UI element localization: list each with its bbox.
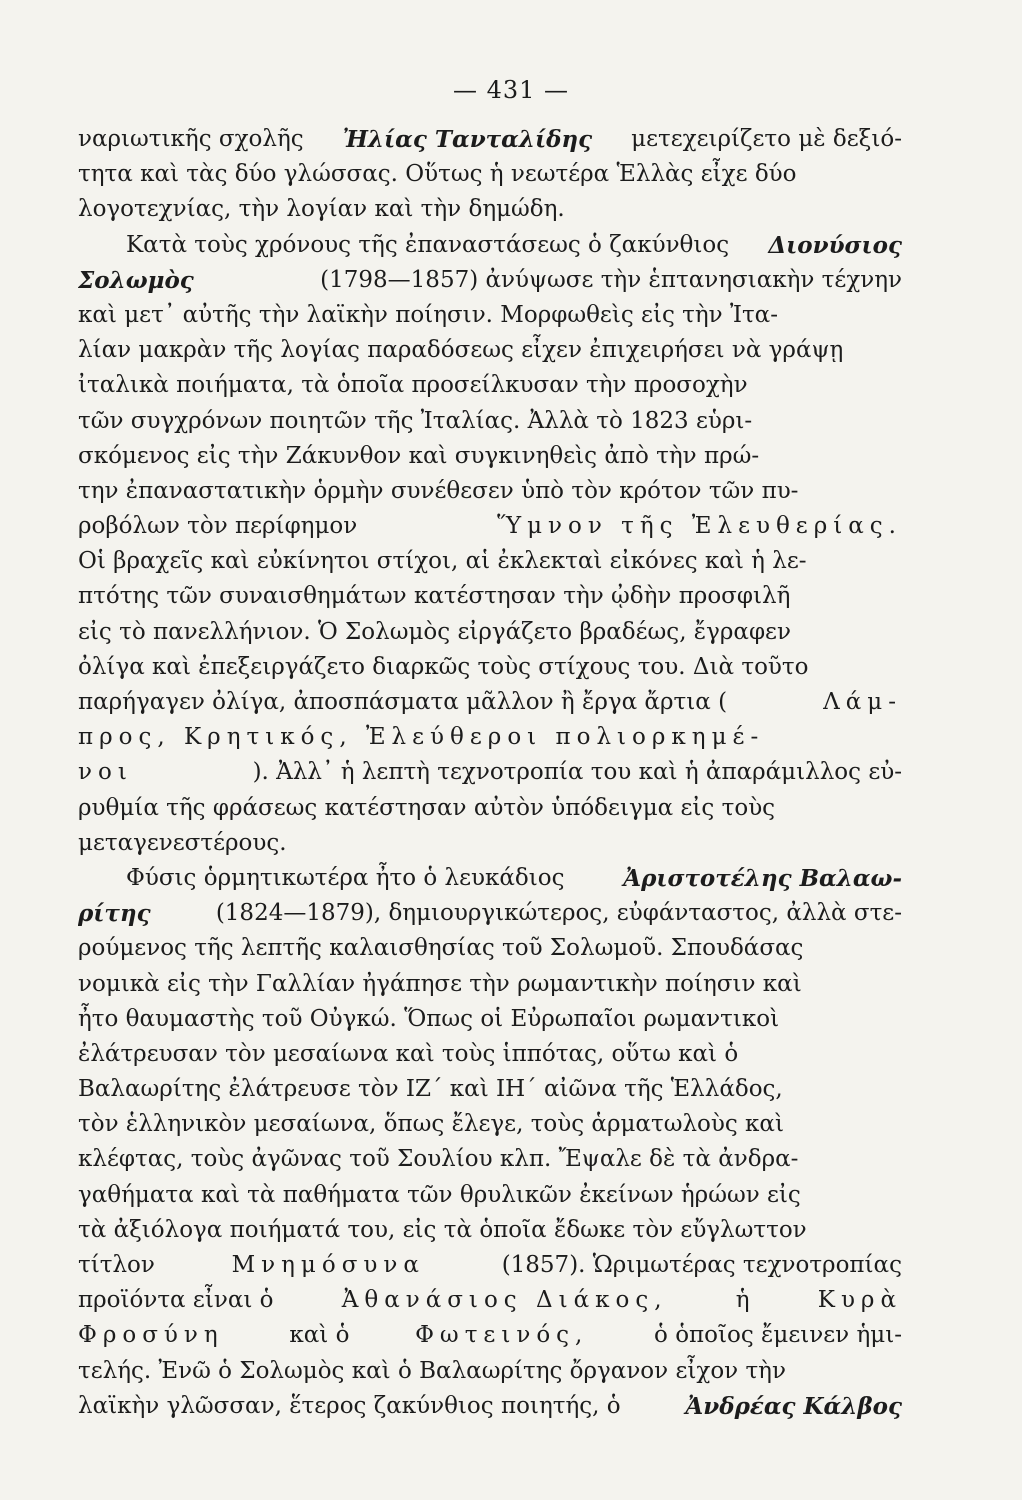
text-line — [78, 685, 902, 720]
text-line — [78, 404, 902, 439]
text-segment: (1798—1857) ἀνύψωσε τὴν ἑπτανησιακὴν τέχνην — [320, 266, 902, 293]
text-line — [78, 1107, 902, 1142]
text-line — [78, 192, 902, 227]
text-line — [78, 1354, 902, 1389]
text-line — [78, 1283, 902, 1318]
spaced-title: Ἀθανάσιος Διάκος, — [341, 1287, 668, 1314]
text-segment: νομικὰ εἰς τὴν Γαλλίαν ἠγάπησε τὴν ρωμαντικὴν ποίησιν καὶ — [78, 970, 802, 997]
bold-name: Ἠλίας Τανταλίδης — [342, 126, 593, 153]
body-text — [78, 122, 902, 1424]
text-line — [78, 509, 902, 544]
text-segment: Κατὰ τοὺς χρόνους τῆς ἐπαναστάσεως ὁ ζακύνθιος — [126, 231, 730, 258]
spaced-title: προς, Κρητικός, Ἐλεύθεροι πολιορκημέ- — [78, 724, 765, 751]
spaced-title: Μνημόσυνα — [231, 1252, 425, 1278]
text-line — [78, 579, 902, 614]
spaced-title: Φωτεινός, — [415, 1322, 589, 1349]
text-segment: ἐλάτρευσαν τὸν μεσαίωνα καὶ τοὺς ἱππότας, οὕτω καὶ ὁ — [78, 1040, 739, 1067]
text-segment: μετεχειρίζετο μὲ δεξιό- — [631, 126, 902, 152]
spaced-title: Κυρὰ — [817, 1287, 902, 1314]
text-segment: τελής. Ἐνῶ ὁ Σολωμὸς καὶ ὁ Βαλαωρίτης ὄργανον εἶχον τὴν — [78, 1357, 786, 1384]
text-segment: λαϊκὴν γλῶσσαν, ἕτερος ζακύνθιος ποιητής, ὁ — [78, 1392, 621, 1419]
bold-name: ρίτης — [78, 900, 151, 928]
text-line — [78, 368, 902, 403]
text-segment: λογοτεχνίας, τὴν λογίαν καὶ τὴν δημώδη. — [78, 196, 565, 223]
text-segment: Οἱ βραχεῖς καὶ εὐκίνητοι στίχοι, αἱ ἐκλεκταὶ εἰκόνες καὶ ἡ λε- — [78, 548, 807, 575]
text-segment: σκόμενος εἰς τὴν Ζάκυνθον καὶ συγκινηθεὶς ἀπὸ τὴν πρώ- — [78, 442, 760, 469]
spaced-title: Λάμ- — [823, 689, 902, 715]
text-line — [78, 1002, 902, 1037]
text-segment: τητα καὶ τὰς δύο γλώσσας. Οὕτως ἡ νεωτέρα Ἑλλὰς εἶχε δύο — [78, 161, 797, 188]
text-line — [78, 791, 902, 826]
page-number: — 431 — — [452, 76, 570, 104]
text-segment: τὸν ἑλληνικὸν μεσαίωνα, ὅπως ἔλεγε, τοὺς ἁρματωλοὺς καὶ — [78, 1111, 784, 1138]
text-segment: τὰ ἀξιόλογα ποιήματά του, εἰς τὰ ὁποῖα ἔδωκε τὸν εὔγλωττον — [78, 1216, 807, 1243]
text-line — [78, 1037, 902, 1072]
text-line — [78, 157, 902, 192]
text-segment: την ἐπαναστατικὴν ὁρμὴν συνέθεσεν ὑπὸ τὸν κρότον τῶν πυ- — [78, 477, 799, 504]
text-line — [78, 1389, 902, 1424]
text-segment: τῶν συγχρόνων ποιητῶν τῆς Ἰταλίας. Ἀλλὰ τὸ 1823 εὑρι- — [78, 407, 753, 434]
text-segment: κλέφτας, τοὺς ἀγῶνας τοῦ Σουλίου κλπ. Ἔψαλε δὲ τὰ ἀνδρα- — [78, 1146, 799, 1173]
text-line — [78, 650, 902, 685]
text-segment: καὶ μετ᾽ αὐτῆς τὴν λαϊκὴν ποίησιν. Μορφωθεὶς εἰς τὴν Ἰτα- — [78, 301, 778, 328]
text-line — [78, 896, 902, 931]
text-segment: ροβόλων τὸν περίφημον — [78, 513, 358, 540]
text-line — [78, 720, 902, 755]
bold-name: Ἀνδρέας Κάλβος — [685, 1392, 902, 1420]
bold-name: Σολωμὸς — [78, 266, 194, 294]
spaced-title: Φροσύνη — [78, 1322, 224, 1349]
text-line — [78, 1248, 902, 1283]
text-segment: Βαλαωρίτης ἐλάτρευσε τὸν ΙΖ΄ καὶ ΙΗ΄ αἰῶνα τῆς Ἑλλάδος, — [78, 1076, 783, 1103]
text-line — [78, 544, 902, 579]
text-segment: ἦτο θαυμαστὴς τοῦ Οὐγκώ. Ὅπως οἱ Εὐρωπαῖοι ρωμαντικοὶ — [78, 1005, 780, 1032]
text-segment: ὀλίγα καὶ ἐπεξειργάζετο διαρκῶς τοὺς στίχους του. Διὰ τοῦτο — [78, 653, 809, 680]
text-line — [78, 228, 902, 263]
text-line — [78, 755, 902, 790]
text-segment: ναριωτικῆς σχολῆς — [78, 126, 304, 152]
text-line — [78, 474, 902, 509]
text-segment: καὶ ὁ — [289, 1322, 350, 1349]
bold-name: Διονύσιος — [768, 231, 902, 259]
text-line — [78, 826, 902, 861]
text-line — [78, 1072, 902, 1107]
text-line — [78, 1142, 902, 1177]
text-segment: Φύσις ὁρμητικωτέρα ἦτο ὁ λευκάδιος — [126, 864, 565, 891]
text-segment: λίαν μακρὰν τῆς λογίας παραδόσεως εἶχεν ἐπιχειρήσει νὰ γράψῃ — [78, 337, 844, 364]
text-line — [78, 1318, 902, 1353]
text-segment: πτότης τῶν συναισθημάτων κατέστησαν τὴν ᾠδὴν προσφιλῆ — [78, 583, 791, 610]
text-segment: ἰταλικὰ ποιήματα, τὰ ὁποῖα προσείλκυσαν τὴν προσοχὴν — [78, 372, 748, 399]
text-line — [78, 333, 902, 368]
text-line — [78, 1213, 902, 1248]
text-segment: προϊόντα εἶναι ὁ — [78, 1287, 274, 1314]
text-segment: ). Ἀλλ᾽ ἡ λεπτὴ τεχνοτροπία του καὶ ἡ ἀπαράμιλλος εὐ- — [252, 759, 902, 786]
text-line — [78, 298, 902, 333]
spaced-title: Ὕμνον τῆς Ἐλευθερίας. — [497, 513, 902, 540]
text-segment: ἡ — [735, 1287, 750, 1314]
text-segment: εἰς τὸ πανελλήνιον. Ὁ Σολωμὸς εἰργάζετο βραδέως, ἔγραφεν — [78, 618, 791, 645]
text-line — [78, 967, 902, 1002]
text-line — [78, 1178, 902, 1213]
text-segment: ὁ ὁποῖος ἔμεινεν ἡμι- — [654, 1322, 902, 1349]
text-line — [78, 263, 902, 298]
text-line — [78, 439, 902, 474]
text-segment: μεταγενεστέρους. — [78, 829, 287, 856]
bold-name: Ἀριστοτέλης Βαλαω- — [623, 864, 902, 892]
text-segment: τίτλον — [78, 1252, 155, 1278]
text-segment: (1857). Ὡριμωτέρας τεχνοτροπίας — [501, 1252, 902, 1278]
text-segment: ρυθμία τῆς φράσεως κατέστησαν αὐτὸν ὑπόδειγμα εἰς τοὺς — [78, 794, 776, 821]
text-segment: (1824—1879), δημιουργικώτερος, εὐφάνταστος, ἀλλὰ στε- — [215, 900, 902, 927]
text-segment: ρούμενος τῆς λεπτῆς καλαισθησίας τοῦ Σολωμοῦ. Σπουδάσας — [78, 935, 804, 962]
text-line — [78, 931, 902, 966]
text-line — [78, 615, 902, 650]
text-segment: γαθήματα καὶ τὰ παθήματα τῶν θρυλικῶν ἐκείνων ἡρώων εἰς — [78, 1181, 801, 1208]
text-segment: παρήγαγεν ὀλίγα, ἀποσπάσματα μᾶλλον ἢ ἔργα ἄρτια ( — [78, 689, 728, 715]
text-line — [78, 861, 902, 896]
text-line — [78, 122, 902, 157]
spaced-title: νοι — [78, 759, 133, 786]
